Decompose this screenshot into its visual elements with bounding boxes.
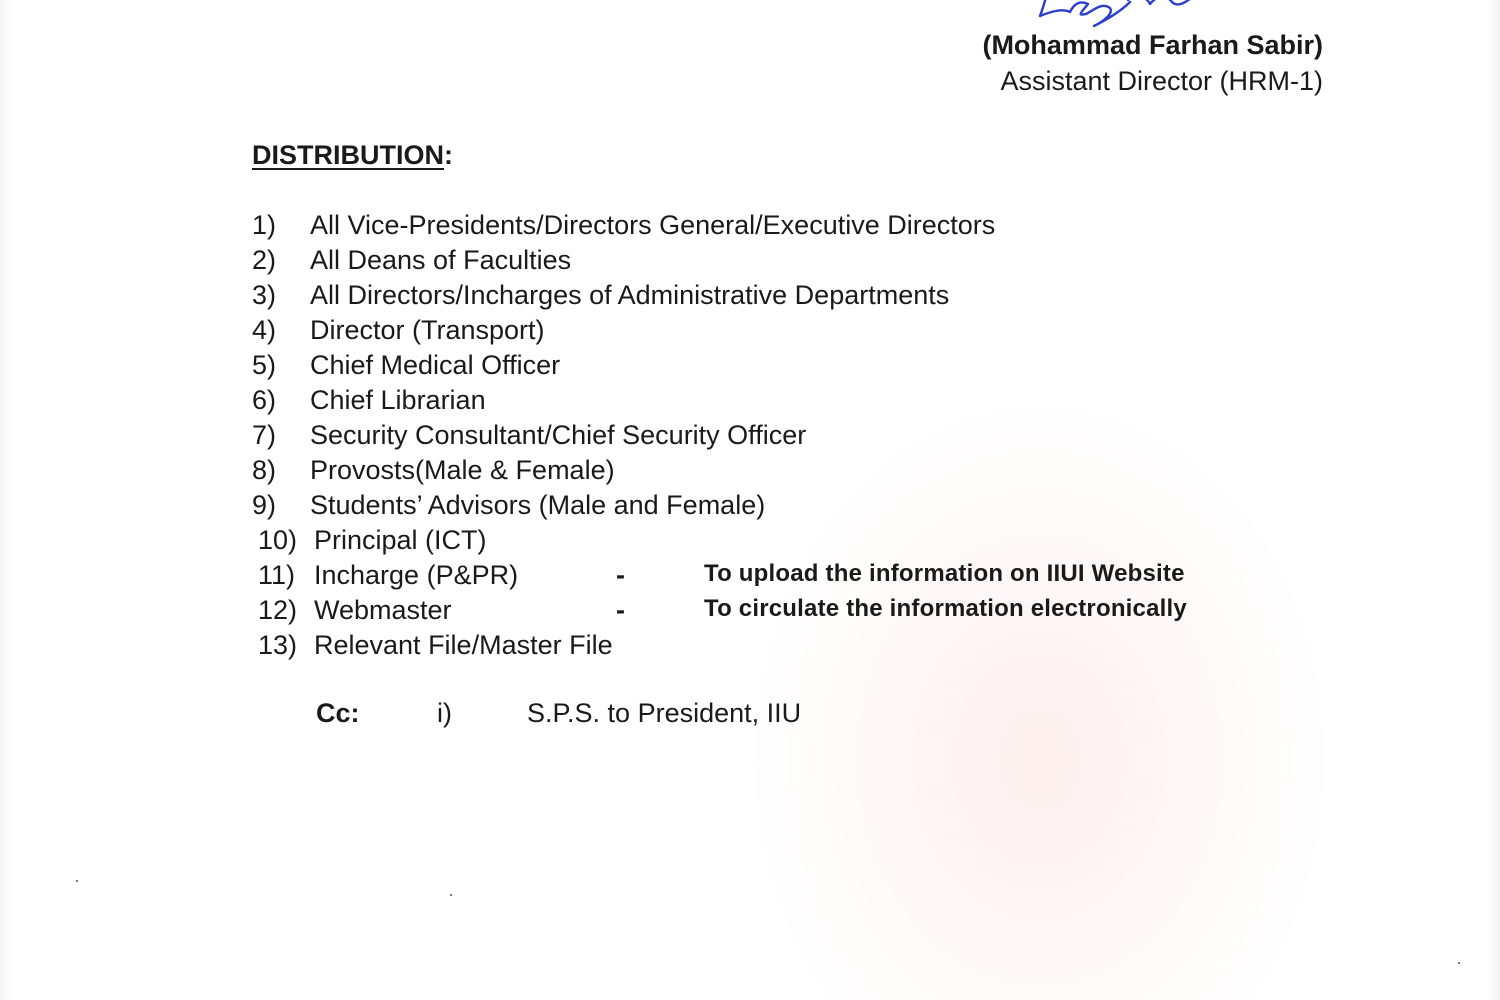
distribution-item: [252, 418, 995, 453]
distribution-item: [252, 453, 995, 488]
distribution-item: [252, 278, 995, 313]
distribution-item: [252, 208, 995, 243]
item-text: All Directors/Incharges of Administrative Departments: [310, 280, 950, 310]
signature-image: [1010, 0, 1230, 32]
item-number: 12): [258, 595, 298, 625]
item-number: 13): [258, 630, 298, 660]
signatory-name: (Mohammad Farhan Sabir): [982, 30, 1323, 60]
item-number: 3): [252, 280, 277, 310]
item-text: Incharge (P&PR): [314, 560, 519, 590]
item-number: 2): [252, 245, 277, 275]
distribution-item: [252, 348, 995, 383]
item-text: Relevant File/Master File: [314, 630, 613, 660]
distribution-heading: [252, 140, 453, 171]
item-number: 1): [252, 210, 277, 240]
distribution-item: [252, 243, 995, 278]
item-number: 5): [252, 350, 277, 380]
item-text: Principal (ICT): [314, 525, 487, 555]
item-text: All Deans of Faculties: [310, 245, 572, 275]
signatory-title: Assistant Director (HRM-1): [1000, 66, 1323, 96]
distribution-item: [252, 383, 995, 418]
distribution-item: [252, 488, 995, 523]
item-text: Webmaster: [314, 595, 452, 625]
paper-speck: [1458, 962, 1460, 964]
item-number: 7): [252, 420, 277, 450]
item-dash: -: [616, 595, 625, 625]
item-number: 10): [258, 525, 298, 555]
distribution-item: [252, 593, 1187, 628]
item-text: Chief Medical Officer: [310, 350, 561, 380]
item-text: Security Consultant/Chief Security Officer: [310, 420, 807, 450]
item-number: 11): [258, 560, 296, 590]
distribution-item: [252, 313, 995, 348]
cc-index: i): [437, 698, 452, 728]
item-number: 4): [252, 315, 277, 345]
item-number: 9): [252, 490, 277, 520]
item-number: 8): [252, 455, 277, 485]
item-text: Chief Librarian: [310, 385, 486, 415]
item-dash: -: [616, 560, 625, 590]
item-text: Director (Transport): [310, 315, 545, 345]
distribution-item: [252, 523, 995, 558]
item-number: 6): [252, 385, 277, 415]
cc-label: Cc:: [316, 698, 360, 728]
item-text: Provosts(Male & Female): [310, 455, 615, 485]
distribution-item: [252, 628, 995, 663]
item-text: All Vice-Presidents/Directors General/Executive Directors: [310, 210, 996, 240]
distribution-heading-colon: :: [444, 140, 453, 170]
item-note: To circulate the information electronically: [704, 595, 1187, 622]
paper-speck: [450, 894, 452, 896]
distribution-heading-text: DISTRIBUTION: [252, 140, 444, 170]
cc-recipient: S.P.S. to President, IIU: [527, 698, 802, 728]
item-note: To upload the information on IIUI Website: [704, 560, 1185, 587]
distribution-list: [252, 208, 1187, 663]
paper-speck: [76, 880, 78, 882]
distribution-item: [252, 558, 1185, 593]
item-text: Students’ Advisors (Male and Female): [310, 490, 766, 520]
